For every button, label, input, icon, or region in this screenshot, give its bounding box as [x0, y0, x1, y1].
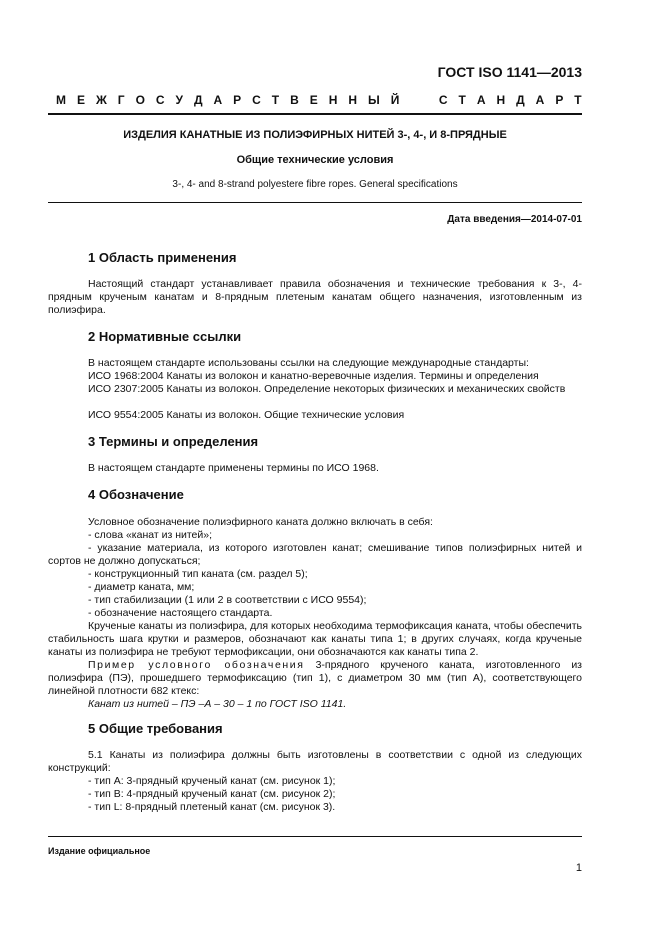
- section-2-intro: В настоящем стандарте использованы ссылки на следующие международные стандарты:: [88, 357, 529, 369]
- banner-letter: Н: [328, 93, 338, 107]
- banner-letter: Д: [516, 93, 525, 107]
- banner-letter: О: [135, 93, 145, 107]
- official-edition-label: Издание официальное: [48, 846, 151, 856]
- title-divider: [48, 202, 582, 203]
- footer-divider: [48, 836, 582, 837]
- reference-iso-1968: ИСО 1968:2004 Канаты из волокон и канатно-веревочные изделия. Термины и определения: [88, 370, 539, 382]
- section-1-text: Настоящий стандарт устанавливает правила обозначения и технические требования к 3-, 4-прядным крученым канатам и 8-прядным плетеным канатам общего назначения, изготовленным из полиэфира.: [48, 278, 582, 316]
- banner-letter: Й: [390, 93, 400, 107]
- designation-item-standard: - обозначение настоящего стандарта.: [88, 607, 273, 619]
- section-3-heading: 3 Термины и определения: [88, 434, 259, 449]
- banner-letter: Т: [574, 93, 582, 107]
- designation-item-type: - конструкционный тип каната (см. раздел 5);: [88, 568, 308, 580]
- section-1-paragraph: [48, 278, 582, 317]
- example-label: Пример условного обозначения: [88, 659, 305, 671]
- banner-letter: Т: [458, 93, 466, 107]
- standard-number: ГОСТ ISO 1141—2013: [437, 64, 582, 80]
- document-subtitle: Общие технические условия: [236, 154, 394, 166]
- banner-letter: М: [56, 93, 66, 107]
- banner-letter: Ы: [367, 93, 380, 107]
- heat-setting-paragraph: [48, 620, 582, 659]
- designation-item-diameter: - диаметр каната, мм;: [88, 581, 195, 593]
- banner-letter: [425, 93, 428, 107]
- banner-letter: [410, 93, 413, 107]
- banner-letter: С: [252, 93, 261, 107]
- banner-letter: Ж: [95, 93, 107, 107]
- section-5-heading: 5 Общие требования: [88, 721, 223, 736]
- section-5-1-text: 5.1 Канаты из полиэфира должны быть изготовлены в соответствии с одной из следующих конструкций:: [48, 749, 582, 774]
- reference-iso-2307: ИСО 2307:2005 Канаты из волокон. Определение некоторых физических и механических свойств: [88, 383, 566, 395]
- banner-letter: У: [175, 93, 183, 107]
- banner-letter: Р: [555, 93, 564, 107]
- designation-example: [48, 659, 582, 698]
- banner-letter: А: [213, 93, 223, 107]
- banner-letter: С: [155, 93, 165, 107]
- banner-letter: А: [476, 93, 486, 107]
- designation-item-words: - слова «канат из нитей»;: [88, 529, 213, 541]
- banner-letter: С: [438, 93, 448, 107]
- banner-letter: В: [290, 93, 299, 107]
- banner-letter: Д: [193, 93, 203, 107]
- banner-letter: Н: [496, 93, 506, 107]
- banner-letter: Н: [348, 93, 357, 107]
- designation-item-stabilization: - тип стабилизации (1 или 2 в соответствии с ИСО 9554);: [88, 594, 367, 606]
- construction-type-l: - тип L: 8-прядный плетеный канат (см. рисунок 3).: [88, 801, 336, 813]
- banner-letter: Е: [76, 93, 85, 107]
- document-title: ИЗДЕЛИЯ КАНАТНЫЕ ИЗ ПОЛИЭФИРНЫХ НИТЕЙ 3-, 4-, И 8-ПРЯДНЫЕ: [123, 129, 507, 141]
- reference-iso-2307-paragraph: [48, 383, 582, 396]
- introduction-date: Дата введения—2014-07-01: [447, 214, 582, 225]
- example-text: 3-прядного крученого каната, изготовленного из полиэфира (ПЭ), прошедшего термофиксацию (тип 1), с диаметром 30 мм (тип А), соответствующего линейной плотности 682 ктекс:: [48, 659, 582, 697]
- reference-iso-9554: ИСО 9554:2005 Канаты из волокон. Общие технические условия: [88, 409, 405, 421]
- section-3-text: В настоящем стандарте применены термины по ИСО 1968.: [88, 462, 379, 474]
- construction-type-b: - тип В: 4-прядный крученый канат (см. рисунок 2);: [88, 788, 336, 800]
- heat-setting-text: Крученые канаты из полиэфира, для которых необходима термофиксация каната, чтобы обеспечить стабильность шага крутки и размеров, обозначают как канаты типа 1; в других случаях, когда крученые канаты из полиэфира не требуют термофиксации, они обозначаются как канаты типа 2.: [48, 620, 582, 658]
- top-divider: [48, 113, 582, 115]
- section-2-heading: 2 Нормативные ссылки: [88, 329, 242, 344]
- banner-letter: Г: [117, 93, 125, 107]
- banner-letter: Р: [233, 93, 242, 107]
- designation-item-material-paragraph: [48, 542, 582, 568]
- banner-letter: Т: [271, 93, 280, 107]
- section-5-1-paragraph: [48, 749, 582, 775]
- section-4-heading: 4 Обозначение: [88, 487, 184, 502]
- page-number: 1: [575, 862, 582, 874]
- designation-item-material: - указание материала, из которого изготовлен канат; смешивание типов полиэфирных нитей и сортов не должно допускаться;: [48, 542, 582, 567]
- banner-letter: Е: [309, 93, 318, 107]
- designation-intro: Условное обозначение полиэфирного каната должно включать в себя:: [88, 516, 433, 528]
- construction-type-a: - тип А: 3-прядный крученый канат (см. рисунок 1);: [88, 775, 336, 787]
- interstate-standard-banner: [56, 93, 582, 107]
- section-1-heading: 1 Область применения: [88, 250, 237, 265]
- example-designation: Канат из нитей – ПЭ –А – 30 – 1 по ГОСТ ISO 1141.: [88, 698, 347, 710]
- banner-letter: А: [535, 93, 545, 107]
- english-title: 3-, 4- and 8-strand polyestere fibre ropes. General specifications: [172, 179, 458, 190]
